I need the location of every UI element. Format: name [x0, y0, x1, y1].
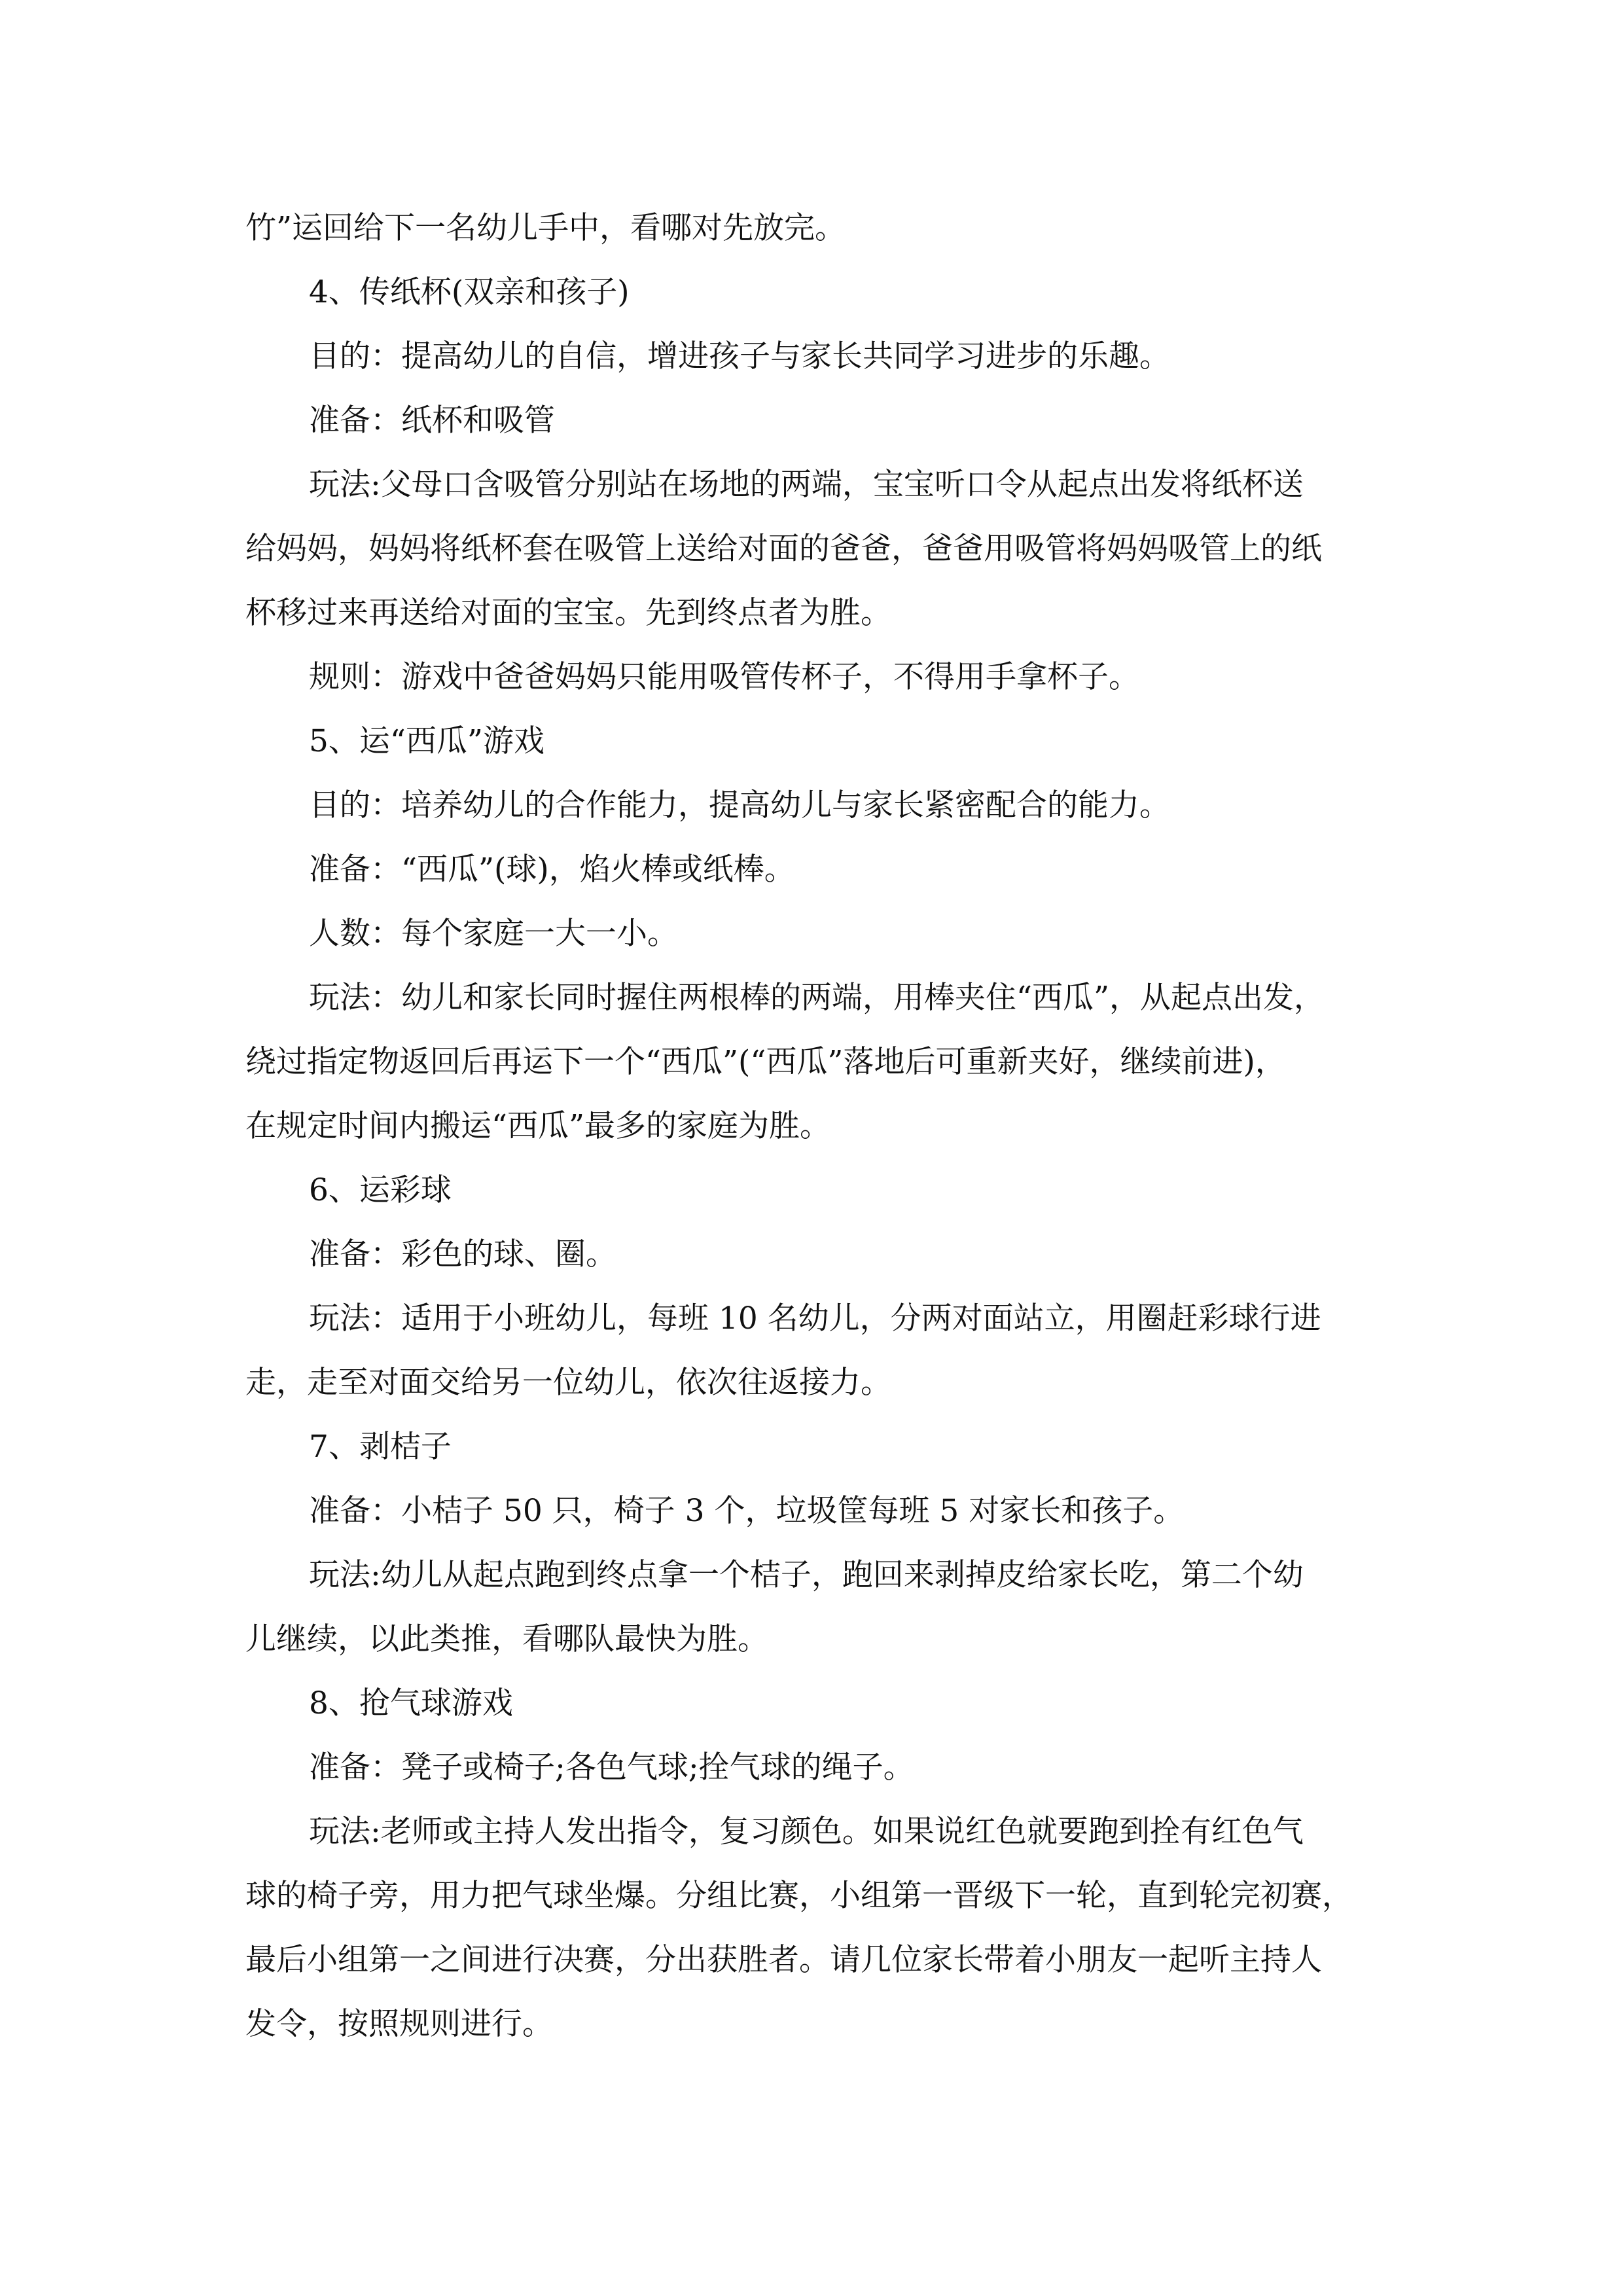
text-line: 给妈妈，妈妈将纸杯套在吸管上送给对面的爸爸，爸爸用吸管将妈妈吸管上的纸	[245, 531, 1322, 567]
text-line: 6、运彩球	[309, 1172, 452, 1208]
text-line: 最后小组第一之间进行决赛，分出获胜者。请几位家长带着小朋友一起听主持人	[245, 1942, 1322, 1978]
text-line: 目的：提高幼儿的自信，增进孩子与家长共同学习进步的乐趣。	[309, 338, 1170, 374]
text-line: 人数：每个家庭一大一小。	[309, 916, 678, 952]
text-line: 准备：彩色的球、圈。	[309, 1236, 616, 1272]
text-line: 儿继续，以此类推，看哪队最快为胜。	[245, 1621, 768, 1657]
text-line: 规则：游戏中爸爸妈妈只能用吸管传杯子，不得用手拿杯子。	[309, 659, 1139, 695]
text-line: 杯移过来再送给对面的宝宝。先到终点者为胜。	[245, 595, 891, 631]
text-line: 玩法:父母口含吸管分别站在场地的两端，宝宝听口令从起点出发将纸杯送	[309, 467, 1304, 503]
text-line: 4、传纸杯(双亲和孩子)	[309, 274, 630, 310]
text-line: 准备：凳子或椅子;各色气球;拴气球的绳子。	[309, 1749, 914, 1785]
text-line: 目的：培养幼儿的合作能力，提高幼儿与家长紧密配合的能力。	[309, 787, 1170, 823]
text-line: 玩法：适用于小班幼儿，每班 10 名幼儿，分两对面站立，用圈赶彩球行进	[309, 1300, 1321, 1336]
text-line: 准备：“西瓜”(球)，焰火棒或纸棒。	[309, 852, 795, 888]
text-line: 竹”运回给下一名幼儿手中，看哪对先放完。	[245, 210, 846, 246]
text-line: 8、抢气球游戏	[309, 1685, 513, 1721]
text-line: 球的椅子旁，用力把气球坐爆。分组比赛，小组第一晋级下一轮，直到轮完初赛，	[245, 1878, 1353, 1914]
text-line: 7、剥桔子	[309, 1429, 452, 1465]
text-line: 发令，按照规则进行。	[245, 2006, 553, 2042]
text-line: 走，走至对面交给另一位幼儿，依次往返接力。	[245, 1365, 891, 1401]
text-line: 玩法:幼儿从起点跑到终点拿一个桔子，跑回来剥掉皮给家长吃，第二个幼	[309, 1557, 1304, 1593]
text-line: 玩法:老师或主持人发出指令，复习颜色。如果说红色就要跑到拴有红色气	[309, 1814, 1304, 1850]
text-line: 玩法：幼儿和家长同时握住两根棒的两端，用棒夹住“西瓜”，从起点出发，	[309, 980, 1325, 1016]
document-body	[245, 196, 1417, 2056]
text-line: 5、运“西瓜”游戏	[309, 723, 544, 759]
text-line: 准备：纸杯和吸管	[309, 403, 555, 439]
text-line: 准备：小桔子 50 只，椅子 3 个，垃圾筐每班 5 对家长和孩子。	[309, 1493, 1185, 1529]
text-line: 在规定时间内搬运“西瓜”最多的家庭为胜。	[245, 1108, 831, 1144]
text-line: 绕过指定物返回后再运下一个“西瓜”(“西瓜”落地后可重新夹好，继续前进)，	[245, 1044, 1286, 1080]
